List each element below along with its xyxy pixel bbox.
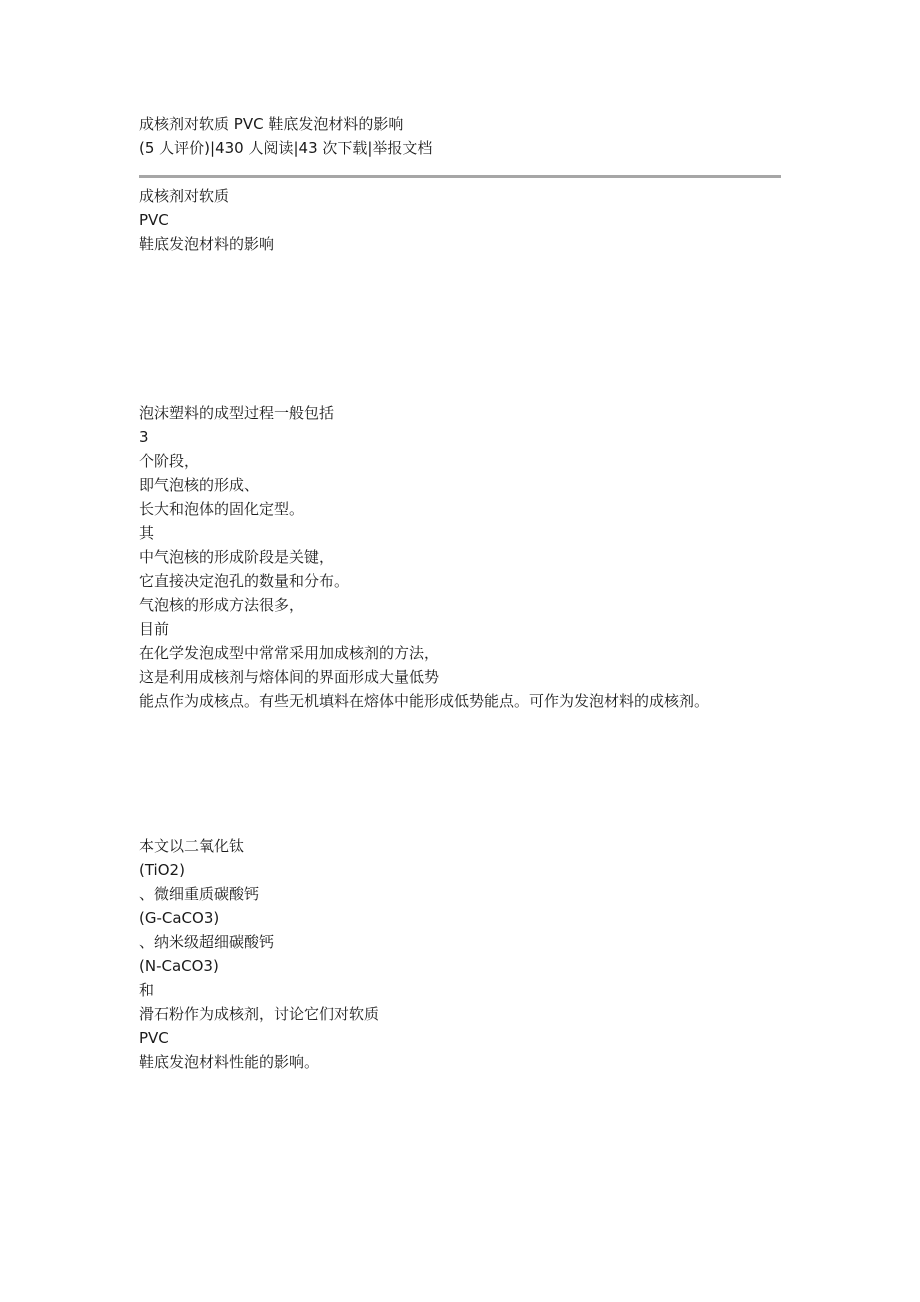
paragraph-1-line: 3 <box>139 428 149 446</box>
paragraph-2-line: 本文以二氧化钛 <box>139 837 245 855</box>
paragraph-1-line: 个阶段， <box>139 452 200 470</box>
paragraph-1-line: 能点作为成核点。有些无机填料在熔体中能形成低势能点。可作为发泡材料的成核剂。 <box>139 692 710 710</box>
paragraph-2-line: (G-CaCO3) <box>139 909 220 927</box>
paragraph-1-line: 即气泡核的形成、 <box>139 476 260 494</box>
paragraph-2-line: 滑石粉作为成核剂，讨论它们对软质 <box>139 1005 380 1023</box>
paragraph-1-line: 泡沫塑料的成型过程一般包括 <box>139 404 335 422</box>
doc-title-line: 成核剂对软质 <box>139 187 230 205</box>
paragraph-2-line: 、纳米级超细碳酸钙 <box>139 933 275 951</box>
paragraph-1-line: 长大和泡体的固化定型。 <box>139 500 305 518</box>
paragraph-1-line: 气泡核的形成方法很多， <box>139 596 305 614</box>
paragraph-1-line: 它直接决定泡孔的数量和分布。 <box>139 572 350 590</box>
paragraph-1-line: 其 <box>139 524 155 542</box>
doc-title-line: 鞋底发泡材料的影响 <box>139 235 275 253</box>
paragraph-2-line: (N-CaCO3) <box>139 957 219 975</box>
header-meta: (5 人评价)|430 人阅读|43 次下载|举报文档 <box>139 139 433 157</box>
doc-title-line: PVC <box>139 211 169 229</box>
paragraph-1-line: 中气泡核的形成阶段是关键， <box>139 548 335 566</box>
header-title: 成核剂对软质 PVC 鞋底发泡材料的影响 <box>139 115 404 133</box>
paragraph-2-line: 、微细重质碳酸钙 <box>139 885 260 903</box>
paragraph-2-line: 鞋底发泡材料性能的影响。 <box>139 1053 320 1071</box>
paragraph-2-line: 和 <box>139 981 155 999</box>
paragraph-1-line: 目前 <box>139 620 170 638</box>
header-divider <box>139 175 781 178</box>
paragraph-1-line: 这是利用成核剂与熔体间的界面形成大量低势 <box>139 668 440 686</box>
paragraph-1-line: 在化学发泡成型中常常采用加成核剂的方法， <box>139 644 440 662</box>
paragraph-2-line: PVC <box>139 1029 169 1047</box>
paragraph-2-line: (TiO2) <box>139 861 185 879</box>
